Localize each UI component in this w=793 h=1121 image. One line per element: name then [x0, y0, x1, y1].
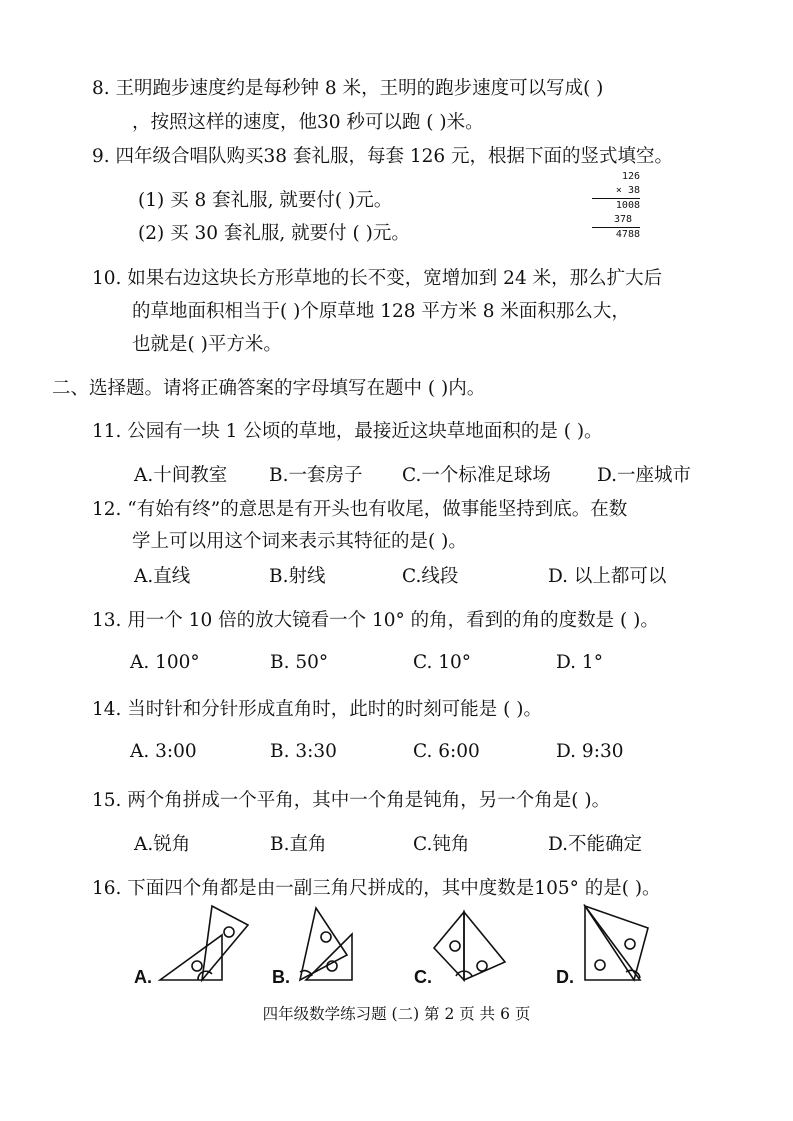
figure-a-triangle-2	[202, 906, 248, 980]
q15-stem: 15. 两个角拼成一个平角，其中一个角是钝角，另一个角是( )。	[92, 790, 611, 811]
q13-option-d: D. 1°	[556, 652, 603, 673]
section2-heading: 二、选择题。请将正确答案的字母填写在题中 ( )内。	[52, 378, 486, 399]
figure-b-triangle-1	[300, 908, 347, 980]
q14-option-c: C. 6:00	[413, 741, 480, 762]
q11-option-b: B.一套房子	[269, 465, 363, 486]
q13-option-b: B. 50°	[270, 652, 329, 673]
q12-line1: 12. “有始有终”的意思是有开头也有收尾，做事能坚持到底。在数	[92, 499, 628, 520]
q12-option-d: D. 以上都可以	[548, 566, 667, 587]
q14-option-b: B. 3:30	[270, 741, 337, 762]
figure-a	[160, 906, 248, 980]
q12-option-a: A.直线	[134, 566, 191, 587]
figure-d-label: D.	[556, 967, 574, 987]
q12-option-b: B.射线	[269, 566, 326, 587]
q11-option-c: C.一个标准足球场	[402, 465, 551, 486]
q9-sub2: (2) 买 30 套礼服, 就要付 ( )元。	[138, 223, 410, 244]
q11-stem: 11. 公园有一块 1 公顷的草地，最接近这块草地面积的是 ( )。	[92, 421, 603, 442]
q14-option-d: D. 9:30	[556, 741, 624, 762]
figure-b-label: B.	[272, 967, 290, 987]
figure-a-hole-2	[224, 927, 234, 937]
figure-d-triangle-2	[585, 906, 648, 980]
figure-c	[434, 912, 505, 980]
q14-option-a: A. 3:00	[130, 741, 197, 762]
calc-product: 4788	[592, 227, 640, 242]
q8-line2: ，按照这样的速度，他30 秒可以跑 ( )米。	[132, 112, 484, 133]
q16-stem: 16. 下面四个角都是由一副三角尺拼成的，其中度数是105° 的是( )。	[92, 878, 661, 899]
q13-stem: 13. 用一个 10 倍的放大镜看一个 10° 的角，看到的角的度数是 ( )。	[92, 610, 659, 631]
q10-line1: 10. 如果右边这块长方形草地的长不变，宽增加到 24 米，那么扩大后	[92, 268, 663, 289]
page-footer: 四年级数学练习题 (二) 第 2 页 共 6 页	[262, 1005, 531, 1023]
figure-b	[300, 908, 352, 980]
figure-a-hole-1	[192, 961, 202, 971]
q12-option-c: C.线段	[402, 566, 459, 587]
q10-line2: 的草地面积相当于( )个原草地 128 平方米 8 米面积那么大，	[132, 301, 630, 322]
figure-a-triangle-1	[160, 935, 222, 980]
calc-multiplier: × 38	[615, 185, 640, 196]
calc-partial-1: 1008	[592, 198, 640, 213]
calc-partial-2: 378	[613, 214, 632, 225]
figure-a-label: A.	[134, 967, 152, 987]
figure-b-hole-1	[321, 932, 331, 942]
q9-sub1: (1) 买 8 套礼服, 就要付( )元。	[138, 190, 393, 211]
figure-d-hole-2	[625, 939, 635, 949]
q15-option-c: C.钝角	[413, 834, 470, 855]
q15-option-b: B.直角	[270, 834, 327, 855]
calc-multiplicand: 126	[621, 171, 640, 182]
q8-line1: 8. 王明跑步速度约是每秒钟 8 米，王明的跑步速度可以写成( )	[92, 78, 604, 99]
q15-option-a: A.锐角	[134, 834, 191, 855]
q15-option-d: D.不能确定	[548, 834, 643, 855]
figure-c-hole-1	[450, 941, 460, 951]
figure-c-hole-2	[477, 961, 487, 971]
figure-d	[585, 906, 648, 980]
q14-stem: 14. 当时针和分针形成直角时，此时的时刻可能是 ( )。	[92, 699, 542, 720]
q12-line2: 学上可以用这个词来表示其特征的是( )。	[132, 531, 467, 552]
q10-line3: 也就是( )平方米。	[132, 334, 282, 355]
q13-option-c: C. 10°	[413, 652, 472, 673]
figure-d-hole-1	[595, 960, 605, 970]
q11-option-a: A.十间教室	[134, 465, 228, 486]
figure-c-label: C.	[414, 967, 432, 987]
q13-option-a: A. 100°	[130, 652, 200, 673]
q11-option-d: D.一座城市	[597, 465, 692, 486]
q9-stem: 9. 四年级合唱队购买38 套礼服，每套 126 元，根据下面的竖式填空。	[92, 146, 674, 167]
